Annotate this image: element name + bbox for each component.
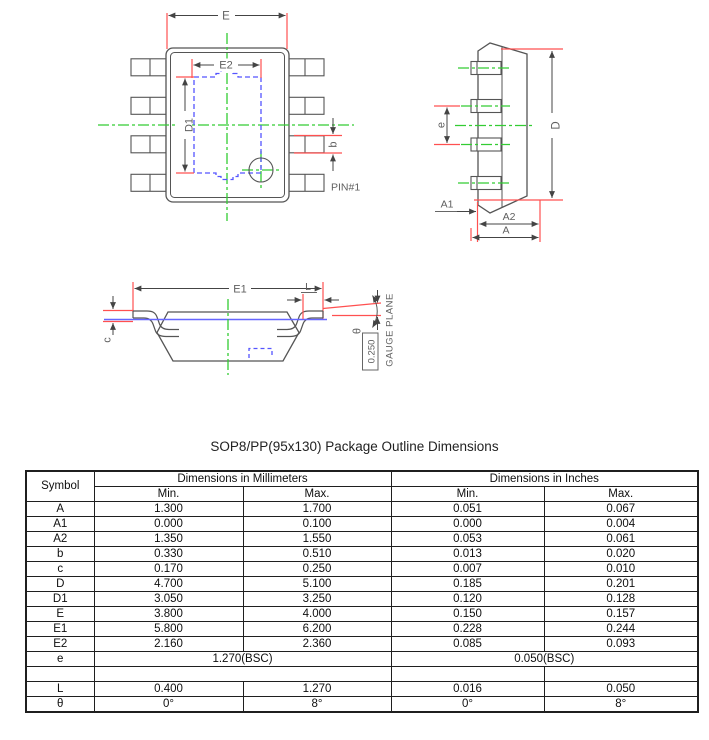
table-cell: E2 xyxy=(26,637,94,652)
table-cell: 0.013 xyxy=(391,547,544,562)
table-cell: 0.185 xyxy=(391,577,544,592)
table-cell: 3.250 xyxy=(243,592,391,607)
table-cell: 0° xyxy=(94,697,243,713)
table-cell: 8° xyxy=(243,697,391,713)
table-cell: 0.244 xyxy=(544,622,698,637)
table-cell: 0.120 xyxy=(391,592,544,607)
table-cell: L xyxy=(26,682,94,697)
table-row xyxy=(26,697,698,713)
table-cell: A xyxy=(26,502,94,517)
dim-label-e: e xyxy=(435,121,448,129)
table-cell: 0.051 xyxy=(391,502,544,517)
table-row xyxy=(26,637,698,652)
table-cell xyxy=(26,667,94,682)
dim-label-D: D xyxy=(550,121,563,130)
table-cell: 0.100 xyxy=(243,517,391,532)
dim-theta xyxy=(323,296,381,335)
gauge-offset-label: 0.250 xyxy=(366,339,378,364)
table-cell: 4.700 xyxy=(94,577,243,592)
table-row xyxy=(26,532,698,547)
dim-label-theta: θ xyxy=(351,327,364,335)
table-cell: 0° xyxy=(391,697,544,713)
dim-label-b: b xyxy=(327,141,340,148)
table-cell: 0.010 xyxy=(544,562,698,577)
table-cell: 0.400 xyxy=(94,682,243,697)
dim-label-D1: D1 xyxy=(183,117,196,133)
table-cell: c xyxy=(26,562,94,577)
top-view-drawing xyxy=(98,9,360,222)
table-cell: 2.160 xyxy=(94,637,243,652)
table-cell: A1 xyxy=(26,517,94,532)
table-cell: D1 xyxy=(26,592,94,607)
table-cell: 0.085 xyxy=(391,637,544,652)
header-inch-min: Min. xyxy=(391,487,544,502)
dim-label-A2: A2 xyxy=(502,211,516,223)
table-cell: E1 xyxy=(26,622,94,637)
table-cell: 3.800 xyxy=(94,607,243,622)
dim-L xyxy=(287,281,339,319)
table-cell: 0.157 xyxy=(544,607,698,622)
table-cell: 0.150 xyxy=(391,607,544,622)
side-view-drawing xyxy=(434,43,563,242)
table-row xyxy=(26,517,698,532)
table-cell: 1.350 xyxy=(94,532,243,547)
table-cell: 1.270 xyxy=(243,682,391,697)
dim-label-E: E xyxy=(222,10,230,23)
dim-label-c: c xyxy=(101,337,114,343)
table-cell: 0.050 xyxy=(544,682,698,697)
table-cell: 0.128 xyxy=(544,592,698,607)
table-cell: e xyxy=(26,652,94,667)
table-cell: θ xyxy=(26,697,94,713)
table-cell-merged xyxy=(94,667,391,682)
table-cell: D xyxy=(26,577,94,592)
table-row xyxy=(26,607,698,622)
table-cell: 0.250 xyxy=(243,562,391,577)
table-header-row xyxy=(26,471,698,487)
table-row xyxy=(26,592,698,607)
table-cell: E xyxy=(26,607,94,622)
table-cell: 0.330 xyxy=(94,547,243,562)
dim-label-E2: E2 xyxy=(219,59,233,72)
table-cell: 1.550 xyxy=(243,532,391,547)
table-cell xyxy=(391,667,544,682)
table-row xyxy=(26,502,698,517)
dim-label-E1: E1 xyxy=(233,283,247,296)
table-cell: 0.016 xyxy=(391,682,544,697)
table-cell: 3.050 xyxy=(94,592,243,607)
table-cell-merged: 1.270(BSC) xyxy=(94,652,391,667)
table-row xyxy=(26,577,698,592)
dimensions-table xyxy=(25,470,699,713)
table-row xyxy=(26,652,698,667)
table-cell: 0.004 xyxy=(544,517,698,532)
gauge-plane-callout xyxy=(363,290,396,370)
table-cell: 0.053 xyxy=(391,532,544,547)
table-cell: 0.201 xyxy=(544,577,698,592)
table-cell: 5.800 xyxy=(94,622,243,637)
table-cell: 0.007 xyxy=(391,562,544,577)
table-cell: 2.360 xyxy=(243,637,391,652)
table-row xyxy=(26,547,698,562)
header-mm-group: Dimensions in Millimeters xyxy=(94,471,391,487)
header-inch-group: Dimensions in Inches xyxy=(391,471,698,487)
dim-label-A1: A1 xyxy=(440,198,454,211)
table-cell: 6.200 xyxy=(243,622,391,637)
table-cell: A2 xyxy=(26,532,94,547)
page-title: SOP8/PP(95x130) Package Outline Dimensions xyxy=(210,439,499,454)
header-mm-min: Min. xyxy=(94,487,243,502)
table-cell: 0.020 xyxy=(544,547,698,562)
table-subheader-row xyxy=(26,487,698,502)
table-cell: 1.300 xyxy=(94,502,243,517)
gauge-plane-label: GAUGE PLANE xyxy=(384,293,396,367)
table-cell: 0.061 xyxy=(544,532,698,547)
front-view-drawing xyxy=(102,281,396,375)
table-cell: 0.067 xyxy=(544,502,698,517)
table-cell: 0.000 xyxy=(391,517,544,532)
table-cell: b xyxy=(26,547,94,562)
table-cell: 0.228 xyxy=(391,622,544,637)
dim-label-A: A xyxy=(502,224,510,237)
table-row xyxy=(26,682,698,697)
table-cell xyxy=(544,667,698,682)
table-cell: 0.510 xyxy=(243,547,391,562)
table-row xyxy=(26,622,698,637)
table-cell: 1.700 xyxy=(243,502,391,517)
dim-label-L: L xyxy=(305,281,311,293)
table-cell: 0.170 xyxy=(94,562,243,577)
table-cell: 8° xyxy=(544,697,698,713)
header-inch-max: Max. xyxy=(544,487,698,502)
table-cell-merged: 0.050(BSC) xyxy=(391,652,698,667)
table-cell: 4.000 xyxy=(243,607,391,622)
header-mm-max: Max. xyxy=(243,487,391,502)
table-cell: 0.000 xyxy=(94,517,243,532)
table-cell: 5.100 xyxy=(243,577,391,592)
table-row xyxy=(26,562,698,577)
table-cell: 0.093 xyxy=(544,637,698,652)
table-row-blank xyxy=(26,667,698,682)
header-symbol: Symbol xyxy=(26,471,94,502)
pin1-label: PIN#1 xyxy=(331,181,361,194)
